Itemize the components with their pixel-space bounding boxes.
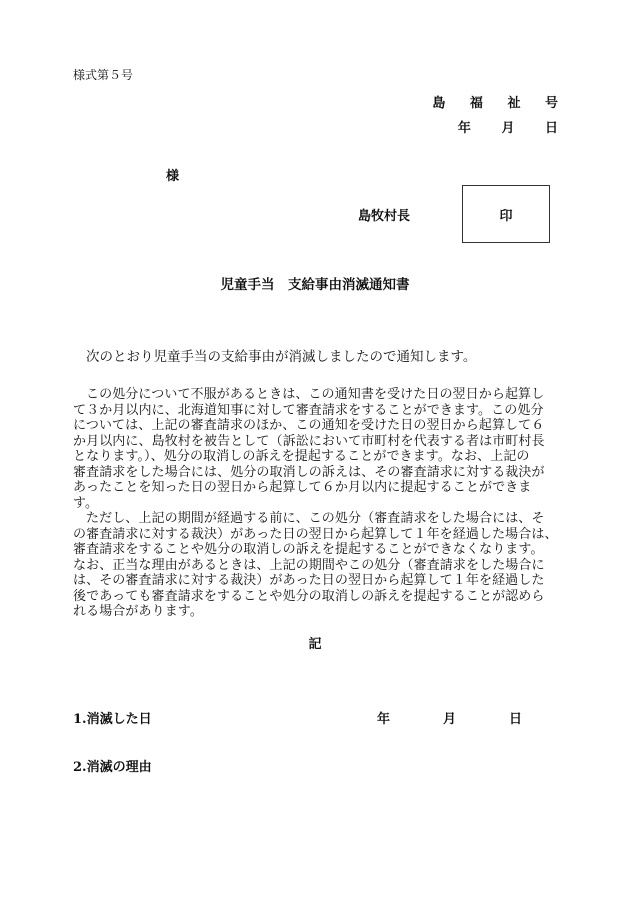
month-label: 月	[443, 712, 457, 727]
issuer-number-char: 福	[469, 96, 483, 111]
item-1-label: 1.消滅した日	[73, 712, 152, 727]
seal-label: 印	[499, 208, 513, 224]
appeal-paragraph-2-text: ただし、上記の期間が経過する前に、この処分（審査請求をした場合には、そ の審査請求に対する裁決）があった日の翌日から起算して１年を経過した場合は、 審査請求をすることや処分の取消しの訴えを提起することができなくなります。 なお、正当な理由があるときは、上記の期間やこの処分（審査請求をした場合に は、その審査請求に対する裁決）があった日の翌日から起算して１年を経過した 後であっても審査請求をすることや処分の取消しの訴えを提起することが認めら れる場合があります。	[73, 511, 558, 619]
ki-marker: 記	[308, 637, 322, 652]
issue-date	[432, 117, 558, 136]
month-label: 月	[501, 121, 515, 136]
document-title: 児童手当 支給事由消滅通知書	[220, 277, 410, 293]
intro-text: 次のとおり児童手当の支給事由が消滅しましたので通知します。	[86, 349, 477, 365]
issuer-number-char: 号	[544, 96, 558, 111]
addressee-honorific: 様	[166, 169, 180, 184]
appeal-paragraph-2	[73, 511, 559, 620]
appeal-paragraph-1-text: この処分について不服があるときは、この通知書を受けた日の翌日から起算し て３か月以内に、北海道知事に対して審査請求をすることができます。この処分 については、上記の審査請求のほか、この通知を受けた日の翌日から起算して６ か月以内に、島牧村を被告として（訴訟において市町村を代表する者は市町村長 となります。）、処分の取消しの訴えを提起することができます。なお、上記の 審査請求をした場合には、処分の取消しの訴えは、その審査請求に対する裁決が あったことを知った日の翌日から起算して６か月以内に提起することができま す。	[73, 387, 545, 511]
appeal-paragraph-1	[73, 387, 559, 511]
issuer-number	[432, 92, 558, 111]
year-label: 年	[457, 121, 471, 136]
item-1-date	[377, 708, 575, 727]
year-label: 年	[377, 712, 391, 727]
sender-title: 島牧村長	[358, 209, 411, 224]
issuer-number-char: 祉	[507, 96, 521, 111]
item-2-label: 2.消滅の理由	[73, 760, 152, 775]
appeal-notice	[73, 387, 559, 620]
seal-box	[462, 185, 550, 243]
day-label: 日	[509, 712, 523, 727]
issuer-number-char: 島	[432, 96, 446, 111]
form-number: 様式第５号	[73, 68, 134, 82]
day-label: 日	[544, 121, 558, 136]
